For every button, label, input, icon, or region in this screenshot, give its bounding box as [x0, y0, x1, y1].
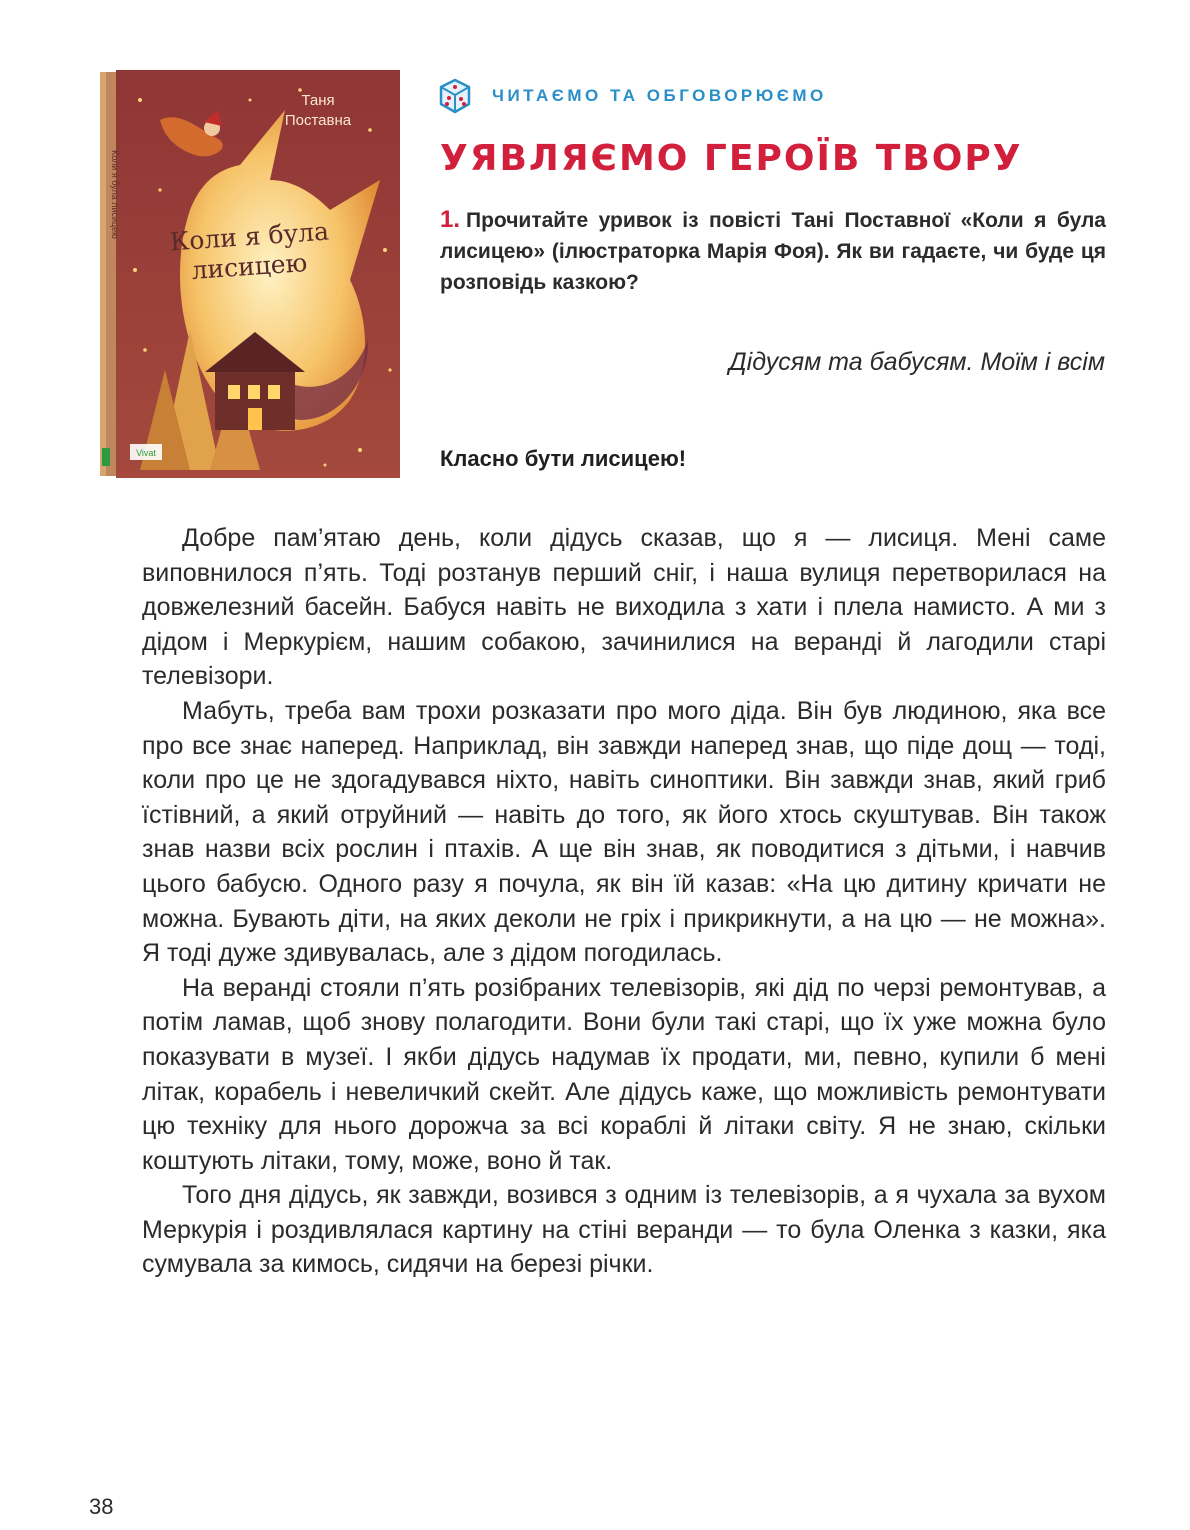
task-text: Прочитайте уривок із повісті Тані Поставної «Коли я була лисицею» (ілюстраторка Марія Фоя). Як ви гадаєте, чи буде ця розповідь казкою? — [440, 209, 1106, 294]
cover-spine-text: Коли я була лисицею — [110, 150, 120, 239]
dedication: Дідусям та бабусям. Моїм і всім — [729, 348, 1105, 376]
cover-title-line1: Коли я була — [169, 216, 330, 257]
page-number: 38 — [89, 1494, 114, 1519]
cover-title-line2: лисицею — [190, 248, 309, 286]
book-cover-illustration — [100, 70, 400, 480]
cover-author-line1: Таня — [301, 92, 335, 109]
paragraph: Того дня дідусь, як завжди, возився з одним із телевізорів, а я чухала за вухом Меркурія і роздивлялася картину на стіні веранди — то була Оленка з казки, яка сумувала за кимось, сидячи на березі річки. — [142, 1181, 1106, 1279]
paragraph: Добре пам’ятаю день, коли дідусь сказав, що я — лисиця. Мені саме виповнилося п’ять. Тоді розтанув перший сніг, і наша вулиця перетворилася на довжелезний басейн. Бабуся навіть не виходила з хати і плела намисто. А ми з дідом і Меркурієм, нашим собакою, зачинилися на веранді й лагодили старі телевізори. — [142, 524, 1106, 691]
cover-publisher-logo: Vivat — [136, 448, 156, 458]
task-number: 1. — [440, 206, 461, 233]
story-text — [142, 521, 1106, 1282]
story-heading: Класно бути лисицею! — [440, 446, 687, 471]
section-label: ЧИТАЄМО ТА ОБГОВОРЮЄМО — [492, 86, 827, 105]
section-header — [438, 78, 827, 114]
cover-author-line2: Поставна — [284, 112, 352, 129]
task-1 — [440, 204, 1106, 298]
page-title: УЯВЛЯЄМО ГЕРОЇВ ТВОРУ — [440, 138, 1023, 179]
paragraph: Мабуть, треба вам трохи розказати про мого діда. Він був людиною, яка все про все знає наперед. Наприклад, він завжди наперед знав, що піде дощ — тоді, коли про це не здогадувався ніхто, навіть синоптики. Він завжди знав, який гриб їстівний, а який отруйний — навіть до того, як його хтось скуштував. Він також знав назви всіх рослин і птахів. А ще він знав, як поводитися з дітьми, і навчив цього бабусю. Одного разу я почула, як він їй казав: «На цю дитину кричати не можна. Бувають діти, на яких деколи не гріх і прикрикнути, а на цю — не можна». Я тоді дуже здивувалась, але з дідом погодилась. — [142, 696, 1106, 968]
paragraph: На веранді стояли п’ять розібраних телевізорів, які дід по черзі ремонтував, а потім ламав, щоб знову полагодити. Вони були такі старі, що їх уже можна було показувати в музеї. І якби дідусь надумав їх продати, ми, певно, купили б мені літак, корабель і невеличкий скейт. Але дідусь каже, що можливість ремонтувати цю техніку для нього дорожча за всі кораблі й літаки світу. Я не знаю, скільки коштують літаки, тому, може, воно й так. — [142, 973, 1106, 1175]
dice-icon — [438, 78, 472, 114]
book-cover-image — [100, 70, 400, 480]
